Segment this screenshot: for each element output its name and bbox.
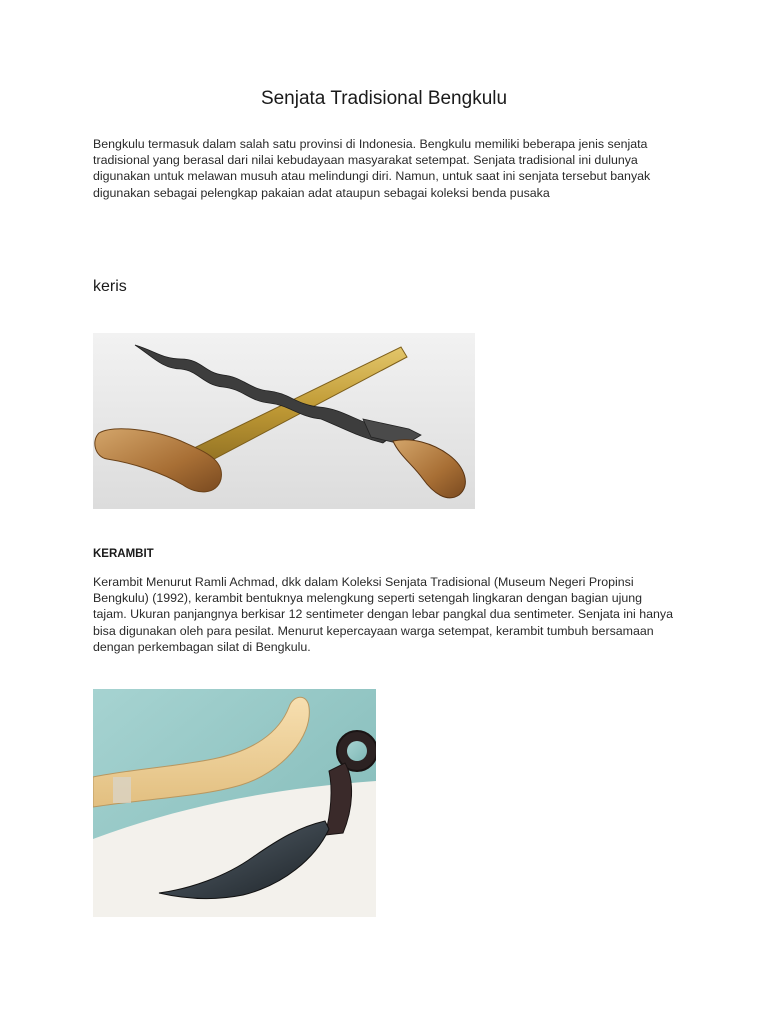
keris-heading: keris	[93, 278, 127, 295]
keris-photo	[93, 333, 475, 509]
kerambit-photo	[93, 689, 376, 917]
kerambit-paragraph: Kerambit Menurut Ramli Achmad, dkk dalam Koleksi Senjata Tradisional (Museum Negeri Propinsi Bengkulu) (1992), kerambit bentuknya melengkung seperti setengah lingkaran dengan bagian ujung tajam. Ukuran panjangnya berkisar 12 sentimeter dengan lebar pangkal dua sentimeter. Senjata ini hanya bisa digunakan oleh para pesilat. Menurut kepercayaan warga setempat, kerambit tumbuh bersamaan dengan perkembagan silat di Bengkulu.	[93, 575, 673, 654]
intro-paragraph: Bengkulu termasuk dalam salah satu provinsi di Indonesia. Bengkulu memiliki beberapa jenis senjata tradisional yang berasal dari nilai kebudayaan masyarakat setempat. Senjata tradisional ini dulunya digunakan untuk melawan musuh atau melindungi diri. Namun, untuk saat ini senjata tersebut banyak digunakan sebagai pelengkap pakaian adat ataupun sebagai koleksi benda pusaka	[93, 137, 651, 200]
kerambit-heading: KERAMBIT	[93, 548, 154, 560]
page-title: Senjata Tradisional Bengkulu	[260, 88, 508, 109]
